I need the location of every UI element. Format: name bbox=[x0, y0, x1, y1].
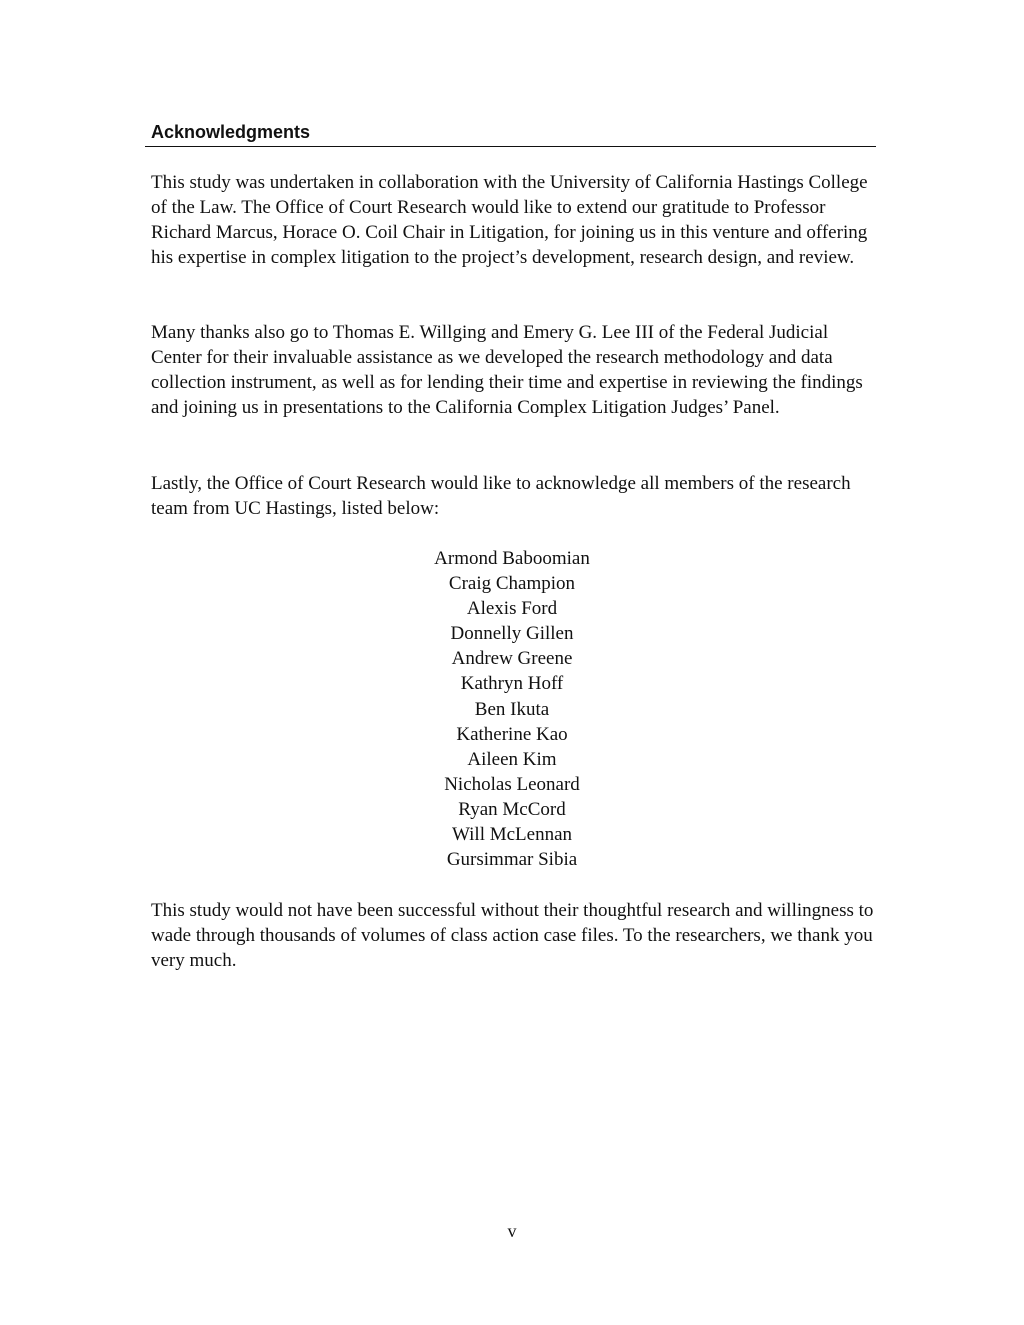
team-member: Katherine Kao bbox=[456, 723, 568, 745]
team-member: Aileen Kim bbox=[467, 748, 557, 770]
page-number: v bbox=[507, 1221, 517, 1241]
paragraph-team-intro: Lastly, the Office of Court Research would like to acknowledge all members of the research team from UC Hastings, listed below: bbox=[151, 473, 851, 519]
team-member: Nicholas Leonard bbox=[444, 773, 580, 795]
team-member: Alexis Ford bbox=[466, 598, 558, 620]
team-member: Gursimmar Sibia bbox=[446, 849, 578, 871]
paragraph-closing: This study would not have been successful without their thoughtful research and willingness to wade through thousands of volumes of class action case files. To the researchers, we thank you very much. bbox=[151, 900, 874, 971]
team-member: Ryan McCord bbox=[458, 798, 566, 820]
team-member: Donnelly Gillen bbox=[450, 623, 574, 645]
team-member: Craig Champion bbox=[448, 573, 576, 595]
team-member: Ben Ikuta bbox=[474, 698, 550, 720]
team-member: Will McLennan bbox=[451, 824, 573, 846]
paragraph-collaboration: This study was undertaken in collaboration with the University of California Hastings College of the Law. The Office of Court Research would like to extend our gratitude to Professor Richard Marcus, Horace O. Coil Chair in Litigation, for joining us in this venture and offering his expertise in complex litigation to the project’s development, research design, and review. bbox=[151, 172, 868, 268]
section-heading: Acknowledgments bbox=[151, 122, 311, 142]
team-member-list bbox=[0, 546, 1024, 872]
team-member: Andrew Greene bbox=[451, 648, 573, 670]
heading-rule bbox=[145, 146, 876, 147]
paragraph-thanks: Many thanks also go to Thomas E. Willging and Emery G. Lee III of the Federal Judicial Center for their invaluable assistance as we developed the research methodology and data collection instrument, as well as for lending their time and expertise in reviewing the findings and joining us in presentations to the California Complex Litigation Judges’ Panel. bbox=[151, 322, 863, 418]
team-member: Armond Baboomian bbox=[434, 548, 590, 569]
team-member: Kathryn Hoff bbox=[460, 673, 564, 695]
